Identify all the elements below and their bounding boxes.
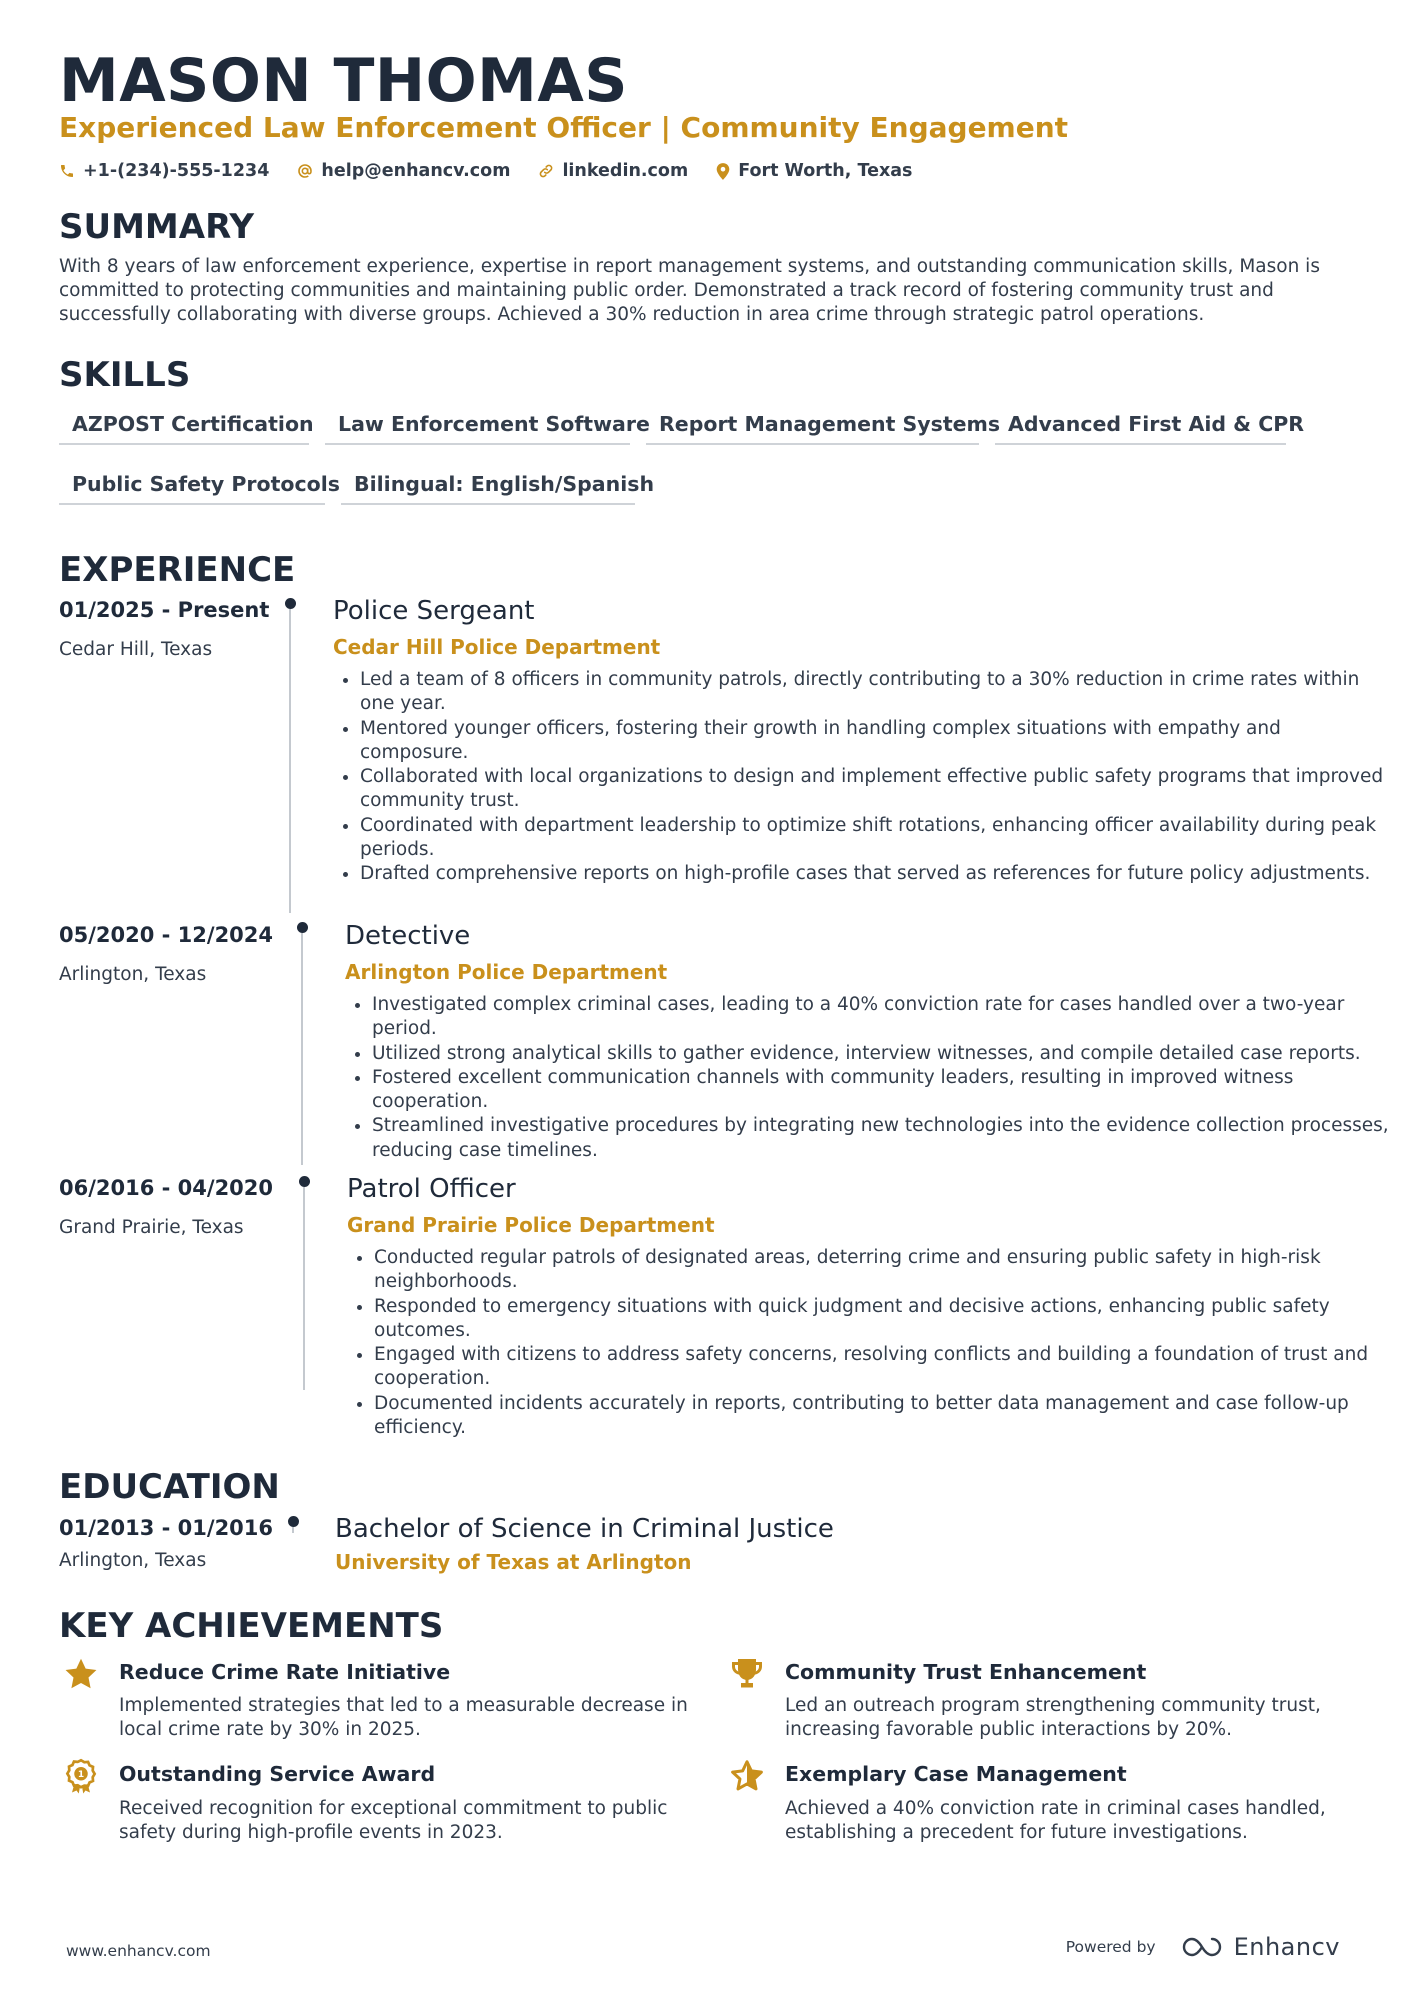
job-dates: 05/2020 - 12/2024 bbox=[59, 923, 274, 947]
phone-text: +1-(234)-555-1234 bbox=[83, 161, 270, 181]
bullet-item: • Coordinated with department leadership to optimize shift rotations, enhancing officer availability during peak periods. bbox=[360, 814, 1390, 863]
email-text: help@enhancv.com bbox=[321, 161, 511, 181]
bullet-item: • Investigated complex criminal cases, leading to a 40% conviction rate for cases handled over a two-year period. bbox=[372, 993, 1390, 1042]
timeline-dot bbox=[299, 1176, 310, 1187]
timeline-dot bbox=[285, 598, 296, 609]
achievement-title: Outstanding Service Award bbox=[119, 1762, 436, 1786]
school-name: University of Texas at Arlington bbox=[335, 1550, 692, 1574]
bullet-item: • Conducted regular patrols of designated areas, deterring crime and ensuring public safety in high-risk neighborhoods. bbox=[374, 1246, 1390, 1295]
skill-tag: Public Safety Protocols bbox=[59, 463, 325, 505]
achievement-desc: Implemented strategies that led to a measurable decrease in local crime rate by 30% in 2025. bbox=[119, 1695, 688, 1740]
medal-icon bbox=[63, 1758, 99, 1794]
job-title: Police Sergeant bbox=[333, 596, 535, 626]
timeline-dot bbox=[297, 922, 308, 933]
job-dates: 01/2025 - Present bbox=[59, 598, 270, 622]
at-sign-icon bbox=[297, 163, 313, 179]
achievement-title: Exemplary Case Management bbox=[785, 1762, 1127, 1786]
job-bullets bbox=[347, 1246, 1390, 1440]
education-heading: EDUCATION bbox=[59, 1467, 280, 1507]
contact-linkedin[interactable] bbox=[538, 161, 688, 181]
bullet-item: • Fostered excellent communication channels with community leaders, resulting in improved witness cooperation. bbox=[372, 1066, 1390, 1115]
skill-tag: Report Management Systems bbox=[646, 403, 979, 445]
bullet-item: • Mentored younger officers, fostering their growth in handling complex situations with empathy and composure. bbox=[360, 717, 1390, 766]
linkedin-text: linkedin.com bbox=[562, 161, 689, 181]
contact-location bbox=[716, 161, 912, 181]
job-company: Grand Prairie Police Department bbox=[347, 1213, 715, 1237]
job-bullets bbox=[333, 668, 1390, 887]
experience-heading: EXPERIENCE bbox=[59, 550, 296, 590]
summary-text: With 8 years of law enforcement experience, expertise in report management systems, and outstanding communication skills, Mason is committed to protecting communities and maintaining public order. Demonstrated a track record of fostering community trust and successfully collaborating with diverse groups. Achieved a 30% reduction in area crime through strategic patrol operations. bbox=[59, 256, 1320, 325]
timeline-line bbox=[301, 933, 303, 1165]
achievement-desc: Led an outreach program strengthening community trust, increasing favorable public interactions by 20%. bbox=[785, 1695, 1321, 1740]
footer-branding bbox=[1066, 1933, 1340, 1961]
bullet-item: • Documented incidents accurately in reports, contributing to better data management and case follow-up efficiency. bbox=[374, 1392, 1390, 1441]
achievement-desc: Achieved a 40% conviction rate in criminal cases handled, establishing a precedent for future investigations. bbox=[785, 1798, 1326, 1843]
education-dates: 01/2013 - 01/2016 bbox=[59, 1516, 274, 1540]
achievement-desc: Received recognition for exceptional commitment to public safety during high-profile events in 2023. bbox=[119, 1798, 668, 1843]
achievement-title: Community Trust Enhancement bbox=[785, 1660, 1147, 1684]
star-outline-icon bbox=[729, 1758, 765, 1794]
footer-website-link[interactable]: www.enhancv.com bbox=[66, 1942, 211, 1960]
bullet-item: • Collaborated with local organizations to design and implement effective public safety programs that improved community trust. bbox=[360, 765, 1390, 814]
skill-tag: Law Enforcement Software bbox=[325, 403, 630, 445]
job-dates: 06/2016 - 04/2020 bbox=[59, 1176, 274, 1200]
job-title: Patrol Officer bbox=[347, 1174, 516, 1204]
svg-text:1: 1 bbox=[77, 1769, 85, 1780]
job-bullets bbox=[345, 993, 1390, 1163]
job-location: Cedar Hill, Texas bbox=[59, 639, 213, 660]
job-company: Cedar Hill Police Department bbox=[333, 635, 661, 659]
job-title: Detective bbox=[345, 921, 471, 951]
timeline-line bbox=[292, 1527, 294, 1533]
powered-by-label: Powered by bbox=[1065, 1938, 1156, 1956]
degree-title: Bachelor of Science in Criminal Justice bbox=[335, 1514, 834, 1544]
skills-heading: SKILLS bbox=[59, 355, 191, 395]
timeline-dot bbox=[288, 1516, 299, 1527]
bullet-item: • Responded to emergency situations with quick judgment and decisive actions, enhancing public safety outcomes. bbox=[374, 1295, 1390, 1344]
skill-tag: Advanced First Aid & CPR bbox=[995, 403, 1286, 445]
link-icon bbox=[538, 163, 554, 179]
star-icon bbox=[63, 1656, 99, 1692]
achievements-heading: KEY ACHIEVEMENTS bbox=[59, 1606, 444, 1646]
contact-bar bbox=[59, 158, 940, 184]
enhancv-logo-icon bbox=[1182, 1936, 1226, 1958]
job-location: Arlington, Texas bbox=[59, 964, 207, 985]
location-text: Fort Worth, Texas bbox=[738, 161, 913, 181]
achievement-title: Reduce Crime Rate Initiative bbox=[119, 1660, 451, 1684]
timeline-line bbox=[303, 1187, 305, 1390]
bullet-item: • Streamlined investigative procedures by integrating new technologies into the evidence collection processes, reducing case timelines. bbox=[372, 1114, 1390, 1163]
skill-tag: Bilingual: English/Spanish bbox=[341, 463, 635, 505]
contact-phone[interactable] bbox=[59, 161, 269, 181]
skill-tag: AZPOST Certification bbox=[59, 403, 309, 445]
enhancv-logo[interactable] bbox=[1182, 1933, 1340, 1961]
bullet-item: • Utilized strong analytical skills to gather evidence, interview witnesses, and compile detailed case reports. bbox=[372, 1042, 1390, 1066]
trophy-icon bbox=[729, 1656, 765, 1692]
bullet-item: • Led a team of 8 officers in community patrols, directly contributing to a 30% reduction in crime rates within one year. bbox=[360, 668, 1390, 717]
bullet-item: • Drafted comprehensive reports on high-profile cases that served as references for future policy adjustments. bbox=[360, 862, 1390, 886]
brand-name: Enhancv bbox=[1233, 1933, 1340, 1961]
job-location: Grand Prairie, Texas bbox=[59, 1217, 244, 1238]
candidate-name: MASON THOMAS bbox=[59, 46, 628, 116]
timeline-line bbox=[289, 609, 291, 913]
headline: Experienced Law Enforcement Officer | Community Engagement bbox=[59, 111, 1069, 144]
location-pin-icon bbox=[716, 163, 730, 180]
summary-heading: SUMMARY bbox=[59, 207, 255, 247]
job-company: Arlington Police Department bbox=[345, 960, 668, 984]
bullet-item: • Engaged with citizens to address safety concerns, resolving conflicts and building a foundation of trust and cooperation. bbox=[374, 1343, 1390, 1392]
contact-email[interactable] bbox=[297, 161, 510, 181]
phone-icon bbox=[59, 163, 75, 179]
education-location: Arlington, Texas bbox=[59, 1550, 207, 1571]
